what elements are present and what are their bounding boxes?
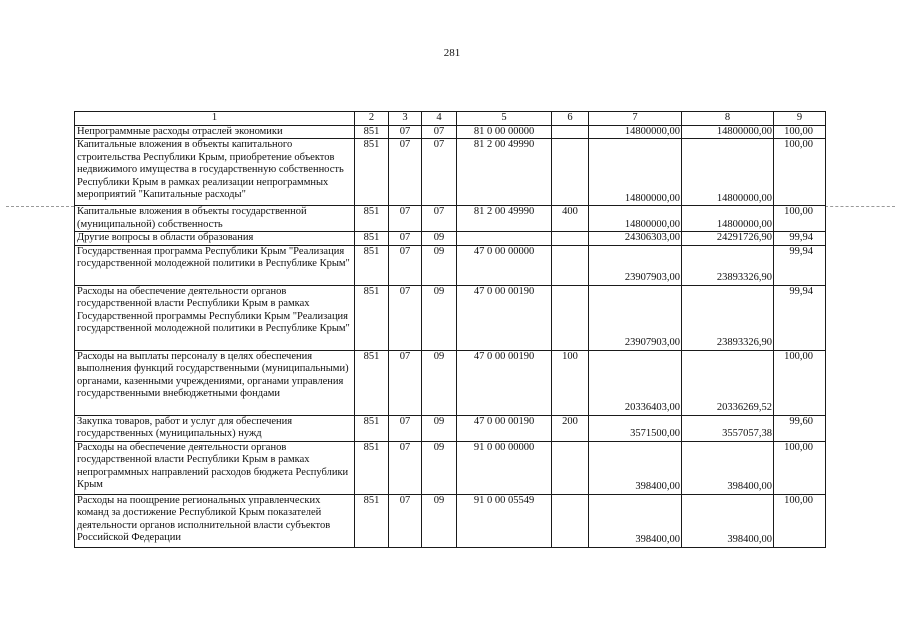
cell-code-5: 47 0 00 00190 bbox=[457, 415, 552, 441]
cell-planned: 14800000,00 bbox=[589, 139, 682, 206]
cell-planned: 23907903,00 bbox=[589, 245, 682, 285]
cell-code-6: 200 bbox=[552, 415, 589, 441]
column-header: 4 bbox=[422, 112, 457, 126]
column-header: 1 bbox=[75, 112, 355, 126]
cell-code-2: 851 bbox=[355, 126, 389, 139]
cell-code-2: 851 bbox=[355, 245, 389, 285]
cell-code-4: 09 bbox=[422, 232, 457, 245]
cell-code-4: 07 bbox=[422, 206, 457, 232]
column-header: 8 bbox=[682, 112, 774, 126]
cell-code-6 bbox=[552, 139, 589, 206]
cell-percent: 99,94 bbox=[774, 245, 826, 285]
cell-code-2: 851 bbox=[355, 415, 389, 441]
row-description: Закупка товаров, работ и услуг для обеспечения государственных (муниципальных) нужд bbox=[75, 415, 355, 441]
cell-code-4: 09 bbox=[422, 415, 457, 441]
cell-planned: 24306303,00 bbox=[589, 232, 682, 245]
cell-code-3: 07 bbox=[389, 206, 422, 232]
cell-planned: 20336403,00 bbox=[589, 350, 682, 415]
cell-code-3: 07 bbox=[389, 350, 422, 415]
row-description: Капитальные вложения в объекты капитального строительства Республики Крым, приобретение объектов недвижимого имущества в государственную собственность Республики Крым в рамках реализации непрограммных мероприятий "Капитальные расходы" bbox=[75, 139, 355, 206]
cell-code-4: 09 bbox=[422, 494, 457, 547]
cell-percent: 100,00 bbox=[774, 126, 826, 139]
cell-code-5: 81 2 00 49990 bbox=[457, 139, 552, 206]
row-description: Расходы на обеспечение деятельности органов государственной власти Республики Крым в рамках Государственной программы Республики Крым "Реализация государственной молодежной политики в Республике Крым" bbox=[75, 285, 355, 350]
table-row bbox=[75, 139, 826, 206]
cell-code-6 bbox=[552, 245, 589, 285]
column-header: 3 bbox=[389, 112, 422, 126]
table-row bbox=[75, 126, 826, 139]
cell-code-6 bbox=[552, 441, 589, 494]
cell-code-6 bbox=[552, 285, 589, 350]
scan-artifact-right bbox=[825, 206, 895, 207]
cell-actual: 14800000,00 bbox=[682, 139, 774, 206]
cell-code-6: 400 bbox=[552, 206, 589, 232]
cell-code-2: 851 bbox=[355, 494, 389, 547]
cell-code-2: 851 bbox=[355, 139, 389, 206]
column-header: 7 bbox=[589, 112, 682, 126]
column-header: 9 bbox=[774, 112, 826, 126]
table-row bbox=[75, 245, 826, 285]
cell-planned: 3571500,00 bbox=[589, 415, 682, 441]
cell-code-5: 81 0 00 00000 bbox=[457, 126, 552, 139]
cell-actual: 14800000,00 bbox=[682, 206, 774, 232]
table-row bbox=[75, 285, 826, 350]
column-header: 5 bbox=[457, 112, 552, 126]
cell-actual: 23893326,90 bbox=[682, 245, 774, 285]
row-description: Непрограммные расходы отраслей экономики bbox=[75, 126, 355, 139]
cell-percent: 100,00 bbox=[774, 139, 826, 206]
cell-code-2: 851 bbox=[355, 285, 389, 350]
cell-code-5 bbox=[457, 232, 552, 245]
table-row bbox=[75, 441, 826, 494]
cell-code-3: 07 bbox=[389, 285, 422, 350]
row-description: Другие вопросы в области образования bbox=[75, 232, 355, 245]
cell-code-4: 09 bbox=[422, 245, 457, 285]
cell-code-2: 851 bbox=[355, 232, 389, 245]
cell-code-5: 91 0 00 05549 bbox=[457, 494, 552, 547]
cell-percent: 99,60 bbox=[774, 415, 826, 441]
cell-planned: 14800000,00 bbox=[589, 206, 682, 232]
cell-percent: 100,00 bbox=[774, 441, 826, 494]
cell-percent: 100,00 bbox=[774, 206, 826, 232]
cell-actual: 3557057,38 bbox=[682, 415, 774, 441]
row-description: Расходы на обеспечение деятельности органов государственной власти Республики Крым в рамках непрограммных направлений расходов бюджета Республики Крым bbox=[75, 441, 355, 494]
cell-percent: 99,94 bbox=[774, 285, 826, 350]
cell-code-5: 81 2 00 49990 bbox=[457, 206, 552, 232]
table-row bbox=[75, 350, 826, 415]
cell-code-2: 851 bbox=[355, 441, 389, 494]
cell-code-2: 851 bbox=[355, 206, 389, 232]
cell-percent: 100,00 bbox=[774, 494, 826, 547]
cell-actual: 398400,00 bbox=[682, 494, 774, 547]
cell-actual: 398400,00 bbox=[682, 441, 774, 494]
row-description: Расходы на поощрение региональных управленческих команд за достижение Республикой Крым показателей деятельности органов исполнительной власти субъектов Российской Федерации bbox=[75, 494, 355, 547]
column-header: 6 bbox=[552, 112, 589, 126]
page-number: 281 bbox=[443, 47, 461, 59]
cell-code-4: 09 bbox=[422, 285, 457, 350]
row-description: Расходы на выплаты персоналу в целях обеспечения выполнения функций государственными (муниципальными) органами, казенными учреждениями, органами управления государственными внебюджетными фондами bbox=[75, 350, 355, 415]
cell-planned: 14800000,00 bbox=[589, 126, 682, 139]
cell-actual: 14800000,00 bbox=[682, 126, 774, 139]
cell-percent: 100,00 bbox=[774, 350, 826, 415]
cell-planned: 398400,00 bbox=[589, 441, 682, 494]
row-description: Государственная программа Республики Крым "Реализация государственной молодежной политики в Республике Крым" bbox=[75, 245, 355, 285]
table-row bbox=[75, 206, 826, 232]
cell-actual: 24291726,90 bbox=[682, 232, 774, 245]
cell-code-5: 91 0 00 00000 bbox=[457, 441, 552, 494]
cell-code-3: 07 bbox=[389, 126, 422, 139]
cell-planned: 398400,00 bbox=[589, 494, 682, 547]
cell-percent: 99,94 bbox=[774, 232, 826, 245]
cell-code-3: 07 bbox=[389, 441, 422, 494]
cell-code-5: 47 0 00 00000 bbox=[457, 245, 552, 285]
cell-code-6 bbox=[552, 126, 589, 139]
table-row bbox=[75, 415, 826, 441]
cell-code-6 bbox=[552, 232, 589, 245]
cell-code-3: 07 bbox=[389, 232, 422, 245]
cell-code-4: 09 bbox=[422, 441, 457, 494]
cell-code-3: 07 bbox=[389, 245, 422, 285]
cell-planned: 23907903,00 bbox=[589, 285, 682, 350]
scan-artifact-left bbox=[6, 206, 74, 207]
cell-code-4: 07 bbox=[422, 126, 457, 139]
table-row bbox=[75, 494, 826, 547]
budget-table bbox=[74, 111, 826, 548]
cell-code-6 bbox=[552, 494, 589, 547]
cell-code-3: 07 bbox=[389, 139, 422, 206]
cell-code-2: 851 bbox=[355, 350, 389, 415]
cell-code-3: 07 bbox=[389, 494, 422, 547]
cell-code-5: 47 0 00 00190 bbox=[457, 285, 552, 350]
cell-code-4: 09 bbox=[422, 350, 457, 415]
table-row bbox=[75, 232, 826, 245]
row-description: Капитальные вложения в объекты государственной (муниципальной) собственность bbox=[75, 206, 355, 232]
cell-actual: 20336269,52 bbox=[682, 350, 774, 415]
cell-code-6: 100 bbox=[552, 350, 589, 415]
cell-code-5: 47 0 00 00190 bbox=[457, 350, 552, 415]
cell-actual: 23893326,90 bbox=[682, 285, 774, 350]
cell-code-4: 07 bbox=[422, 139, 457, 206]
cell-code-3: 07 bbox=[389, 415, 422, 441]
table-header-row bbox=[75, 112, 826, 126]
column-header: 2 bbox=[355, 112, 389, 126]
